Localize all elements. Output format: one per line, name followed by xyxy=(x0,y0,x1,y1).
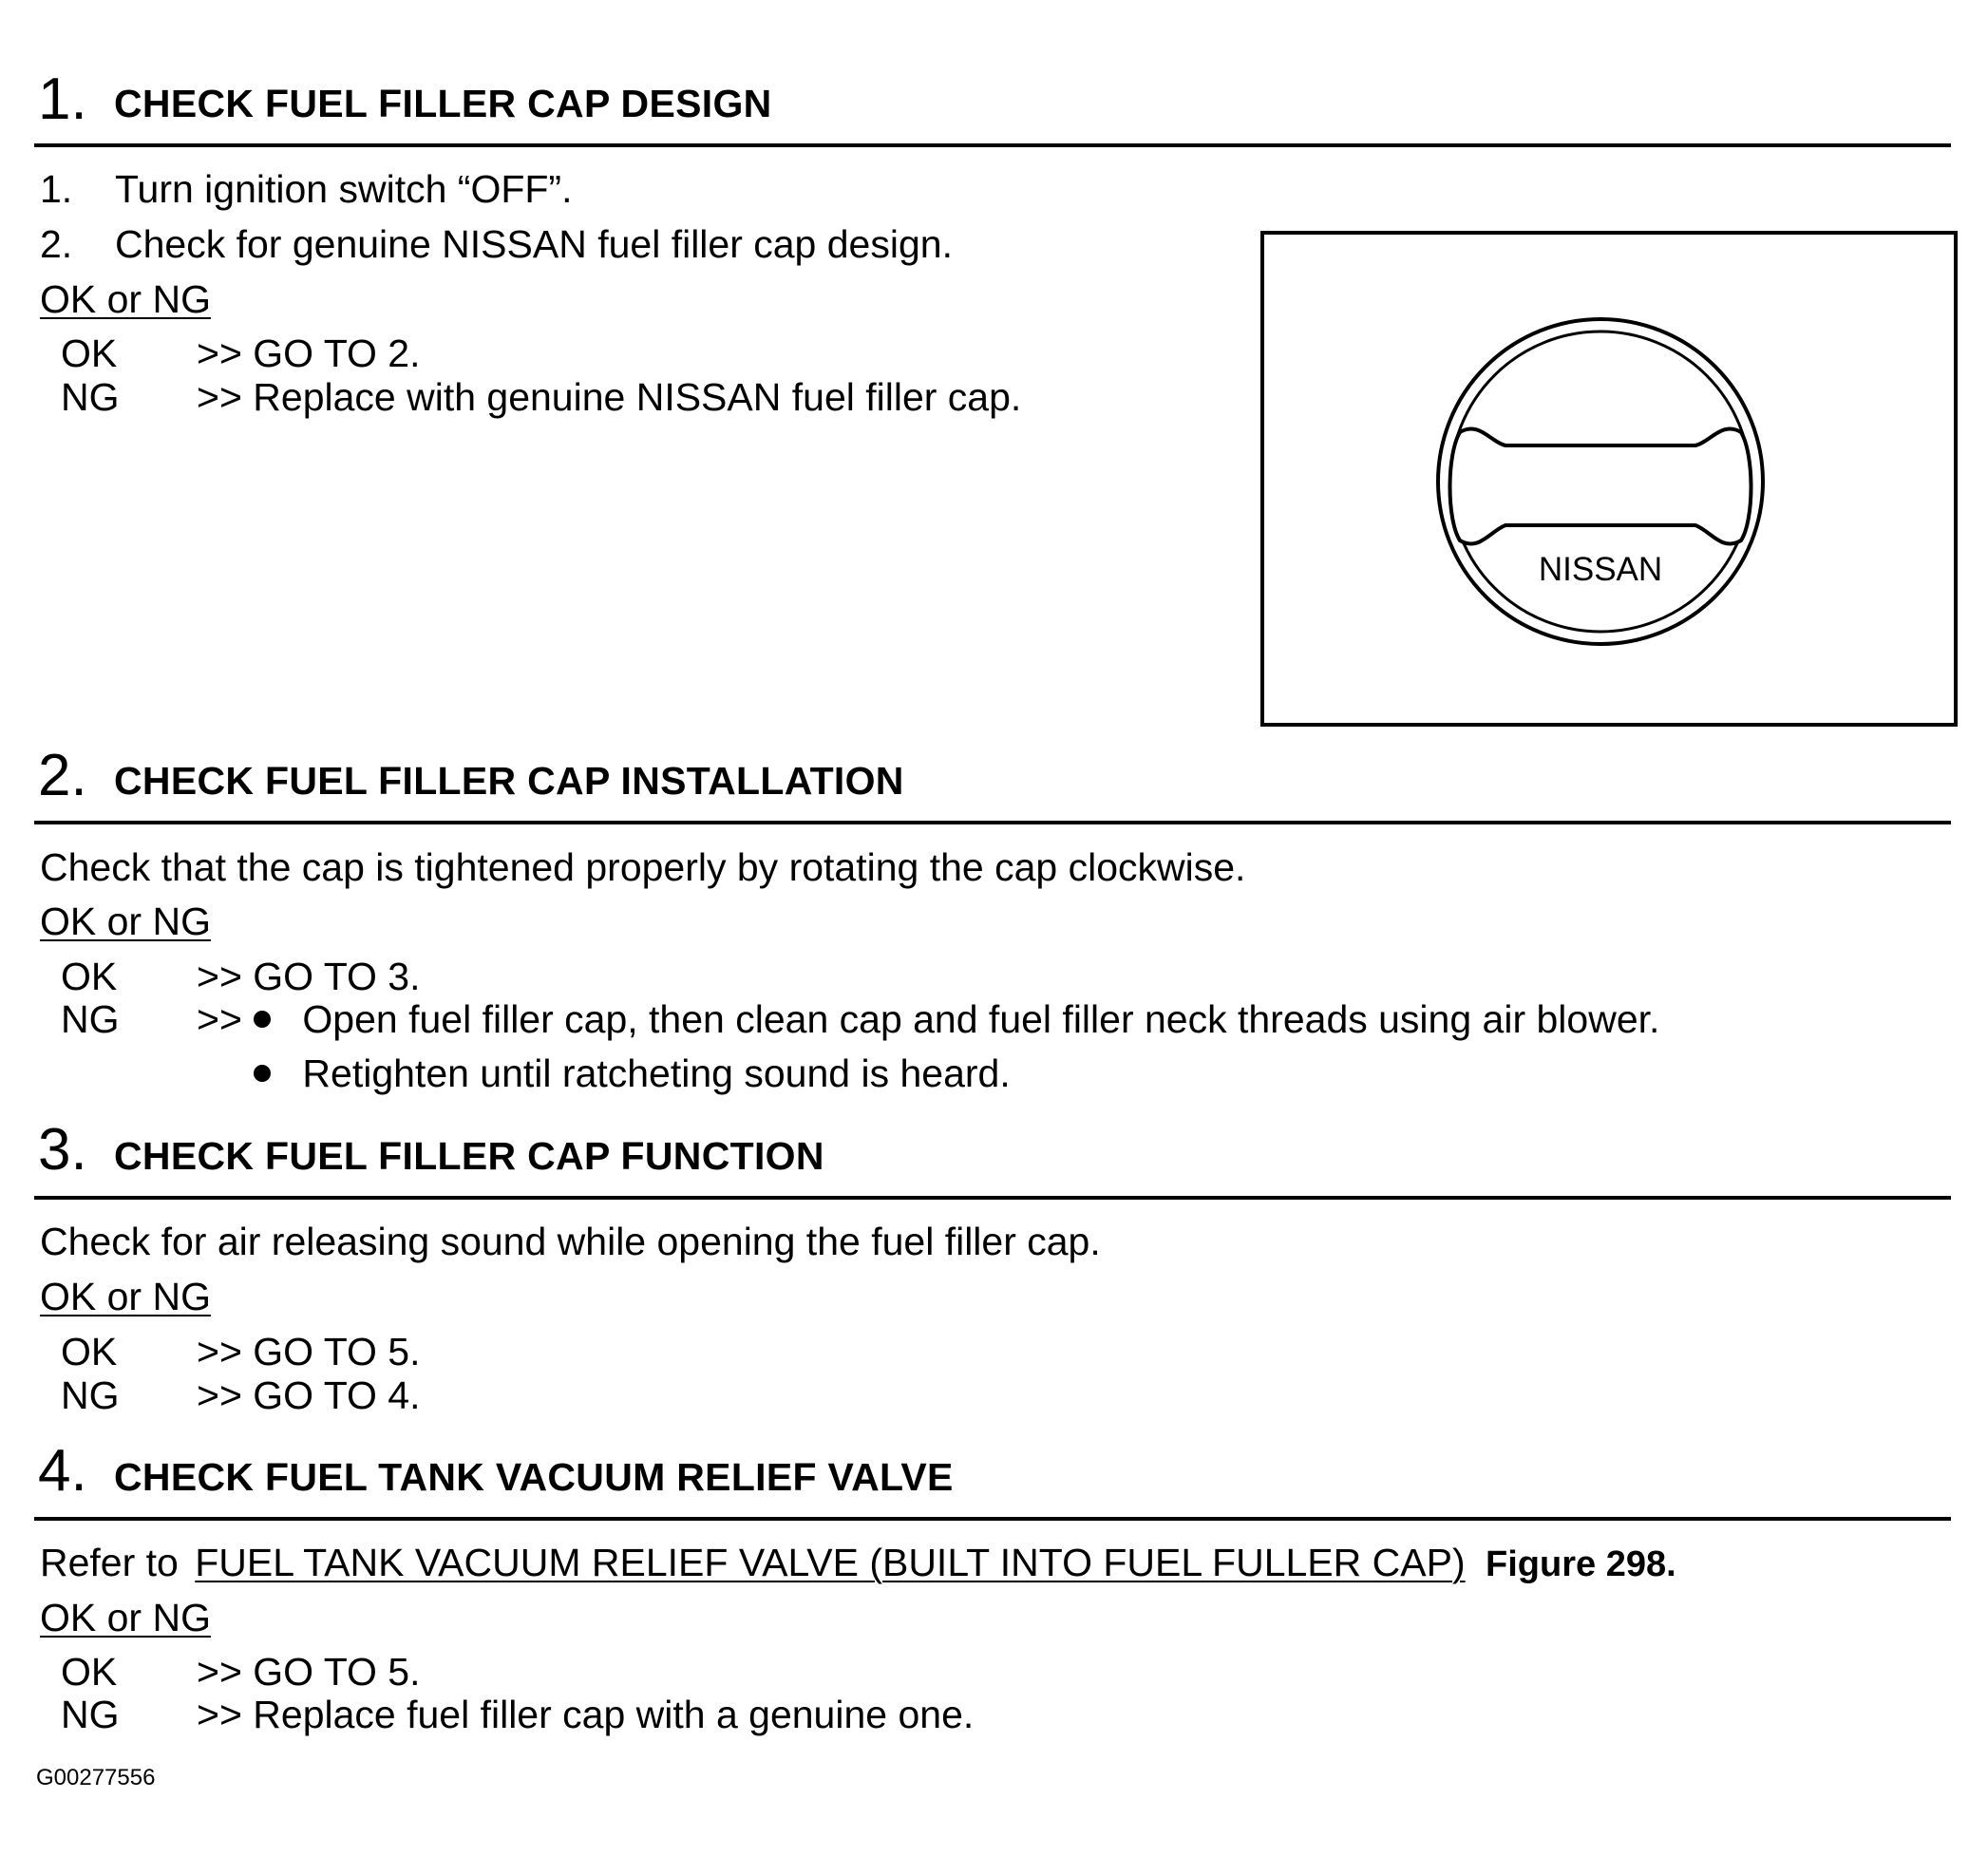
figure-reference: Figure 298. xyxy=(1486,1544,1676,1584)
section-4-refer-line xyxy=(40,1541,1676,1586)
bullet-icon xyxy=(254,1011,271,1028)
section-4-ng-text: >> Replace fuel filler cap with a genuine one. xyxy=(197,1693,975,1736)
bullet-icon xyxy=(254,1065,271,1082)
section-4-title: CHECK FUEL TANK VACUUM RELIEF VALVE xyxy=(114,1455,954,1499)
step-1-text: Turn ignition switch “OFF”. xyxy=(115,167,573,211)
step-2-text: Check for genuine NISSAN fuel filler cap design. xyxy=(115,222,953,266)
section-1-ng-text: >> Replace with genuine NISSAN fuel filler cap. xyxy=(197,375,1022,419)
section-1-rule xyxy=(34,143,1951,147)
section-2-ok-label: OK xyxy=(61,955,118,998)
section-3-instruction: Check for air releasing sound while opening the fuel filler cap. xyxy=(40,1220,1101,1263)
section-4-result-heading: OK or NG xyxy=(40,1596,211,1639)
section-3-ng-label: NG xyxy=(61,1373,120,1417)
section-1-ok-text: >> GO TO 2. xyxy=(197,331,421,375)
section-3-number: 3. xyxy=(38,1117,87,1183)
section-3-ok-label: OK xyxy=(61,1330,118,1373)
section-2-rule xyxy=(34,821,1951,824)
section-3-result-heading: OK or NG xyxy=(40,1275,211,1318)
fuel-filler-cap-icon xyxy=(1264,235,1954,723)
section-2-instruction: Check that the cap is tightened properly by rotating the cap clockwise. xyxy=(40,845,1246,889)
refer-prefix: Refer to xyxy=(40,1541,179,1584)
section-2-ng-arrow: >> xyxy=(197,997,242,1041)
section-3-rule xyxy=(34,1196,1951,1200)
cap-brand-label: NISSAN xyxy=(1538,551,1663,588)
section-4-ok-text: >> GO TO 5. xyxy=(197,1650,421,1694)
image-code: G00277556 xyxy=(36,1765,156,1790)
section-3-ng-text: >> GO TO 4. xyxy=(197,1373,421,1417)
section-4-ok-label: OK xyxy=(61,1650,118,1694)
section-4-ng-label: NG xyxy=(61,1693,120,1736)
section-3-ok-text: >> GO TO 5. xyxy=(197,1330,421,1373)
step-2-number: 2. xyxy=(40,222,73,266)
section-1-result-heading: OK or NG xyxy=(40,277,211,321)
section-2-title: CHECK FUEL FILLER CAP INSTALLATION xyxy=(114,759,904,803)
section-2-ng-bullet-1: Open fuel filler cap, then clean cap and fuel filler neck threads using air blower. xyxy=(302,997,1660,1041)
section-2-result-heading: OK or NG xyxy=(40,900,211,943)
section-1-ok-label: OK xyxy=(61,331,118,375)
section-1-title: CHECK FUEL FILLER CAP DESIGN xyxy=(114,82,772,125)
list-item xyxy=(254,1051,1011,1095)
section-1-number: 1. xyxy=(38,66,87,132)
section-1-ng-label: NG xyxy=(61,375,120,419)
fuel-filler-cap-figure xyxy=(1260,231,1958,727)
section-4-rule xyxy=(34,1517,1951,1521)
section-2-ng-bullet-2: Retighten until ratcheting sound is heard. xyxy=(302,1051,1011,1095)
section-3-title: CHECK FUEL FILLER CAP FUNCTION xyxy=(114,1134,824,1178)
section-2-ng-label: NG xyxy=(61,997,120,1041)
step-1-number: 1. xyxy=(40,167,73,211)
section-2-number: 2. xyxy=(38,743,87,808)
refer-link[interactable]: FUEL TANK VACUUM RELIEF VALVE (BUILT INTO FUEL FULLER CAP) xyxy=(195,1541,1466,1584)
section-2-ok-text: >> GO TO 3. xyxy=(197,955,421,998)
list-item xyxy=(254,997,1659,1041)
section-4-number: 4. xyxy=(38,1438,87,1504)
